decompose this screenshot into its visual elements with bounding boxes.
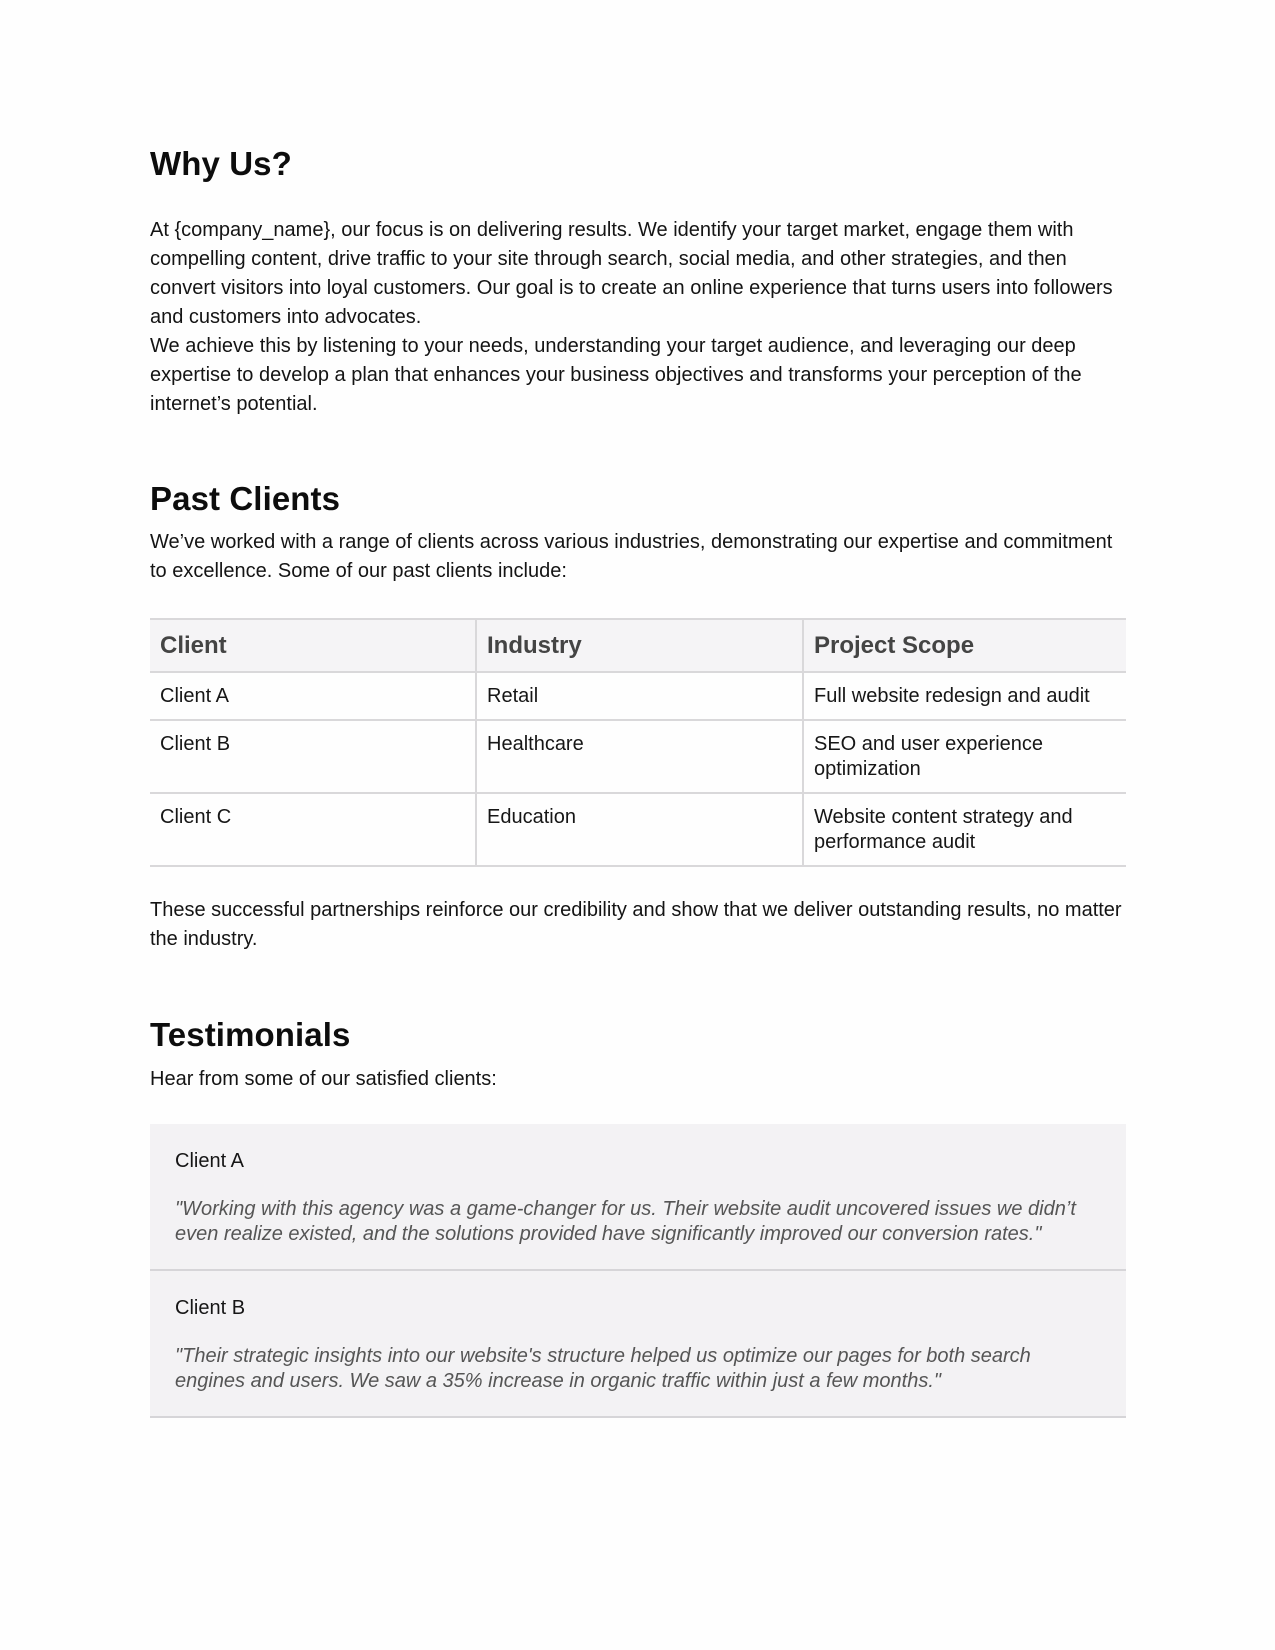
past-clients-intro: We’ve worked with a range of clients across various industries, demonstrating our expertise and commitment to excellence. Some of our past clients include: [150, 531, 1113, 582]
column-header-industry: Industry [476, 619, 803, 672]
testimonial-client-name: Client B [175, 1297, 246, 1319]
testimonial-card [150, 1124, 1126, 1271]
testimonial-quote: "Working with this agency was a game-changer for us. Their website audit uncovered issues we didn’t even realize existed, and the solutions provided have significantly improved our conversion rates." [175, 1198, 1076, 1245]
cell-project-scope: Website content strategy and performance audit [803, 793, 1126, 866]
cell-industry: Education [476, 793, 803, 866]
cell-client: Client A [150, 672, 476, 720]
why-us-paragraph-2: We achieve this by listening to your needs, understanding your target audience, and leveraging our deep expertise to develop a plan that enhances your business objectives and transforms your perception of the internet’s potential. [150, 335, 1082, 415]
cell-industry: Healthcare [476, 720, 803, 793]
why-us-heading: Why Us? [150, 145, 292, 182]
testimonials-heading: Testimonials [150, 1016, 351, 1053]
past-clients-outro: These successful partnerships reinforce our credibility and show that we deliver outstanding results, no matter the industry. [150, 899, 1122, 950]
testimonials-intro: Hear from some of our satisfied clients: [150, 1068, 497, 1090]
testimonial-quote: "Their strategic insights into our website's structure helped us optimize our pages for both search engines and users. We saw a 35% increase in organic traffic within just a few months." [175, 1345, 1031, 1392]
table-row [150, 793, 1126, 866]
table-row [150, 672, 1126, 720]
cell-client: Client C [150, 793, 476, 866]
testimonial-client-name: Client A [175, 1150, 244, 1172]
cell-project-scope: Full website redesign and audit [803, 672, 1126, 720]
cell-client: Client B [150, 720, 476, 793]
table-header-row [150, 619, 1126, 672]
column-header-client: Client [150, 619, 476, 672]
cell-project-scope: SEO and user experience optimization [803, 720, 1126, 793]
past-clients-table [150, 618, 1126, 867]
document-page [150, 145, 1126, 1418]
past-clients-heading: Past Clients [150, 480, 341, 517]
testimonial-card [150, 1271, 1126, 1418]
table-row [150, 720, 1126, 793]
cell-industry: Retail [476, 672, 803, 720]
column-header-project-scope: Project Scope [803, 619, 1126, 672]
why-us-paragraph-1: At {company_name}, our focus is on delivering results. We identify your target market, engage them with compelling content, drive traffic to your site through search, social media, and other strategies, and then convert visitors into loyal customers. Our goal is to create an online experience that turns users into followers and customers into advocates. [150, 219, 1113, 328]
